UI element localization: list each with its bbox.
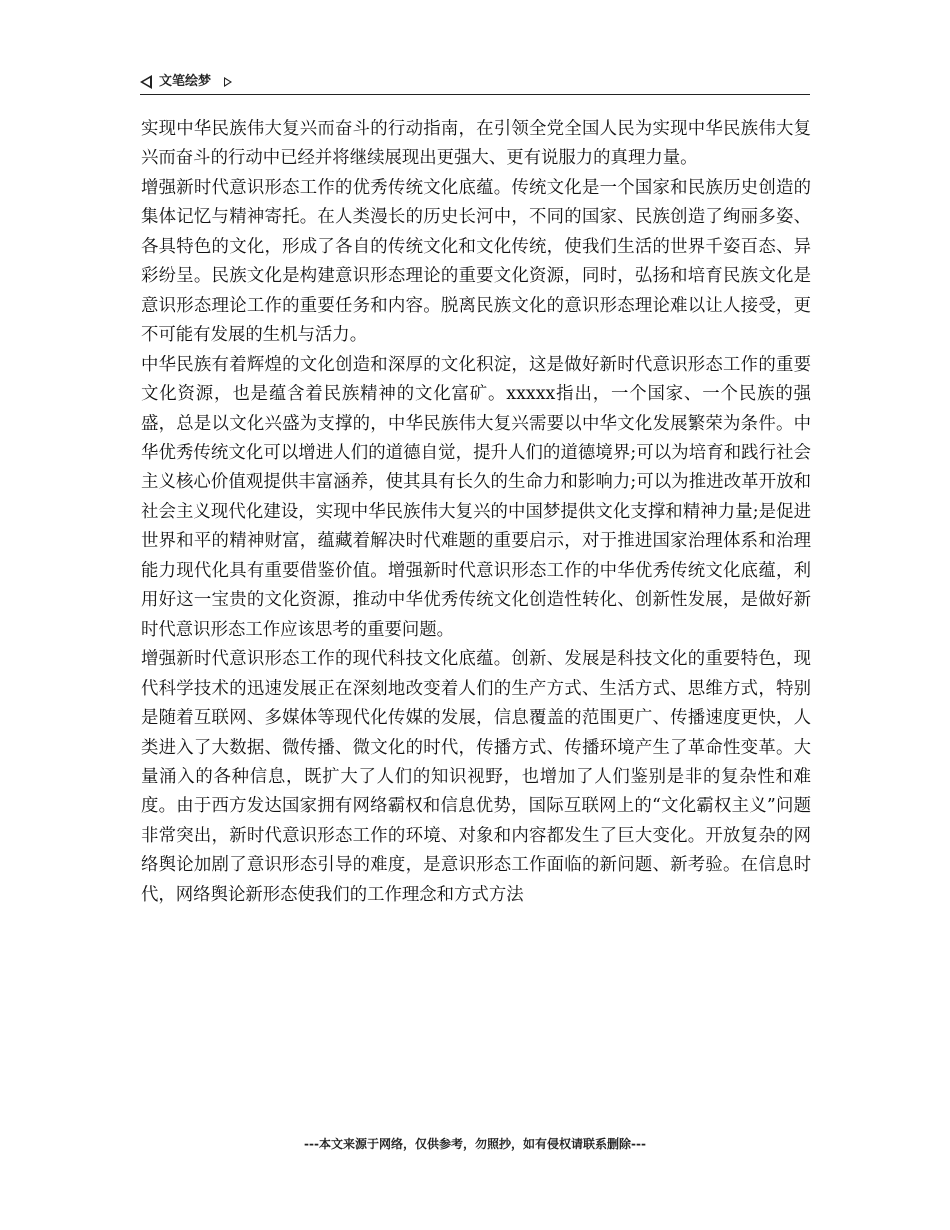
triangle-right-icon [224,77,232,87]
page-header [140,72,810,95]
paragraph: 增强新时代意识形态工作的优秀传统文化底蕴。传统文化是一个国家和民族历史创造的集体记忆与精神寄托。在人类漫长的历史长河中，不同的国家、民族创造了绚丽多姿、各具特色的文化，形成了各自的传统文化和文化传统，使我们生活的世界千姿百态、异彩纷呈。民族文化是构建意识形态理论的重要文化资源，同时，弘扬和培育民族文化是意识形态理论工作的重要任务和内容。脱离民族文化的意识形态理论难以让人接受，更不可能有发展的生机与活力。 [141,177,811,346]
document-body [141,115,811,910]
triangle-left-icon [140,75,152,89]
paragraph: 中华民族有着辉煌的文化创造和深厚的文化积淀，这是做好新时代意识形态工作的重要文化资源，也是蕴含着民族精神的文化富矿。xxxxx指出，一个国家、一个民族的强盛，总是以文化兴盛为支撑的，中华民族伟大复兴需要以中华文化发展繁荣为条件。中华优秀传统文化可以增进人们的道德自觉，提升人们的道德境界;可以为培育和践行社会主义核心价值观提供丰富涵养，使其具有长久的生命力和影响力;可以为推进改革开放和社会主义现代化建设，实现中华民族伟大复兴的中国梦提供文化支撑和精神力量;是促进世界和平的精神财富，蕴藏着解决时代难题的重要启示，对于推进国家治理体系和治理能力现代化具有重要借鉴价值。增强新时代意识形态工作的中华优秀传统文化底蕴，利用好这一宝贵的文化资源，推动中华优秀传统文化创造性转化、创新性发展，是做好新时代意识形态工作应该思考的重要问题。 [141,354,811,640]
page-footer: ---本文来源于网络，仅供参考，勿照抄，如有侵权请联系删除--- [304,1137,646,1151]
paragraph: 实现中华民族伟大复兴而奋斗的行动指南，在引领全党全国人民为实现中华民族伟大复兴而奋斗的行动中已经并将继续展现出更强大、更有说服力的真理力量。 [141,119,811,169]
paragraph: 增强新时代意识形态工作的现代科技文化底蕴。创新、发展是科技文化的重要特色，现代科学技术的迅速发展正在深刻地改变着人们的生产方式、生活方式、思维方式，特别是随着互联网、多媒体等现代化传媒的发展，信息覆盖的范围更广、传播速度更快，人类进入了大数据、微传播、微文化的时代，传播方式、传播环境产生了革命性变革。大量涌入的各种信息，既扩大了人们的知识视野，也增加了人们鉴别是非的复杂性和难度。由于西方发达国家拥有网络霸权和信息优势，国际互联网上的“文化霸权主义”问题非常突出，新时代意识形态工作的环境、对象和内容都发生了巨大变化。开放复杂的网络舆论加剧了意识形态引导的难度，是意识形态工作面临的新问题、新考验。在信息时代，网络舆论新形态使我们的工作理念和方式方法 [141,649,811,905]
header-brand: 文笔绘梦 [159,74,212,89]
